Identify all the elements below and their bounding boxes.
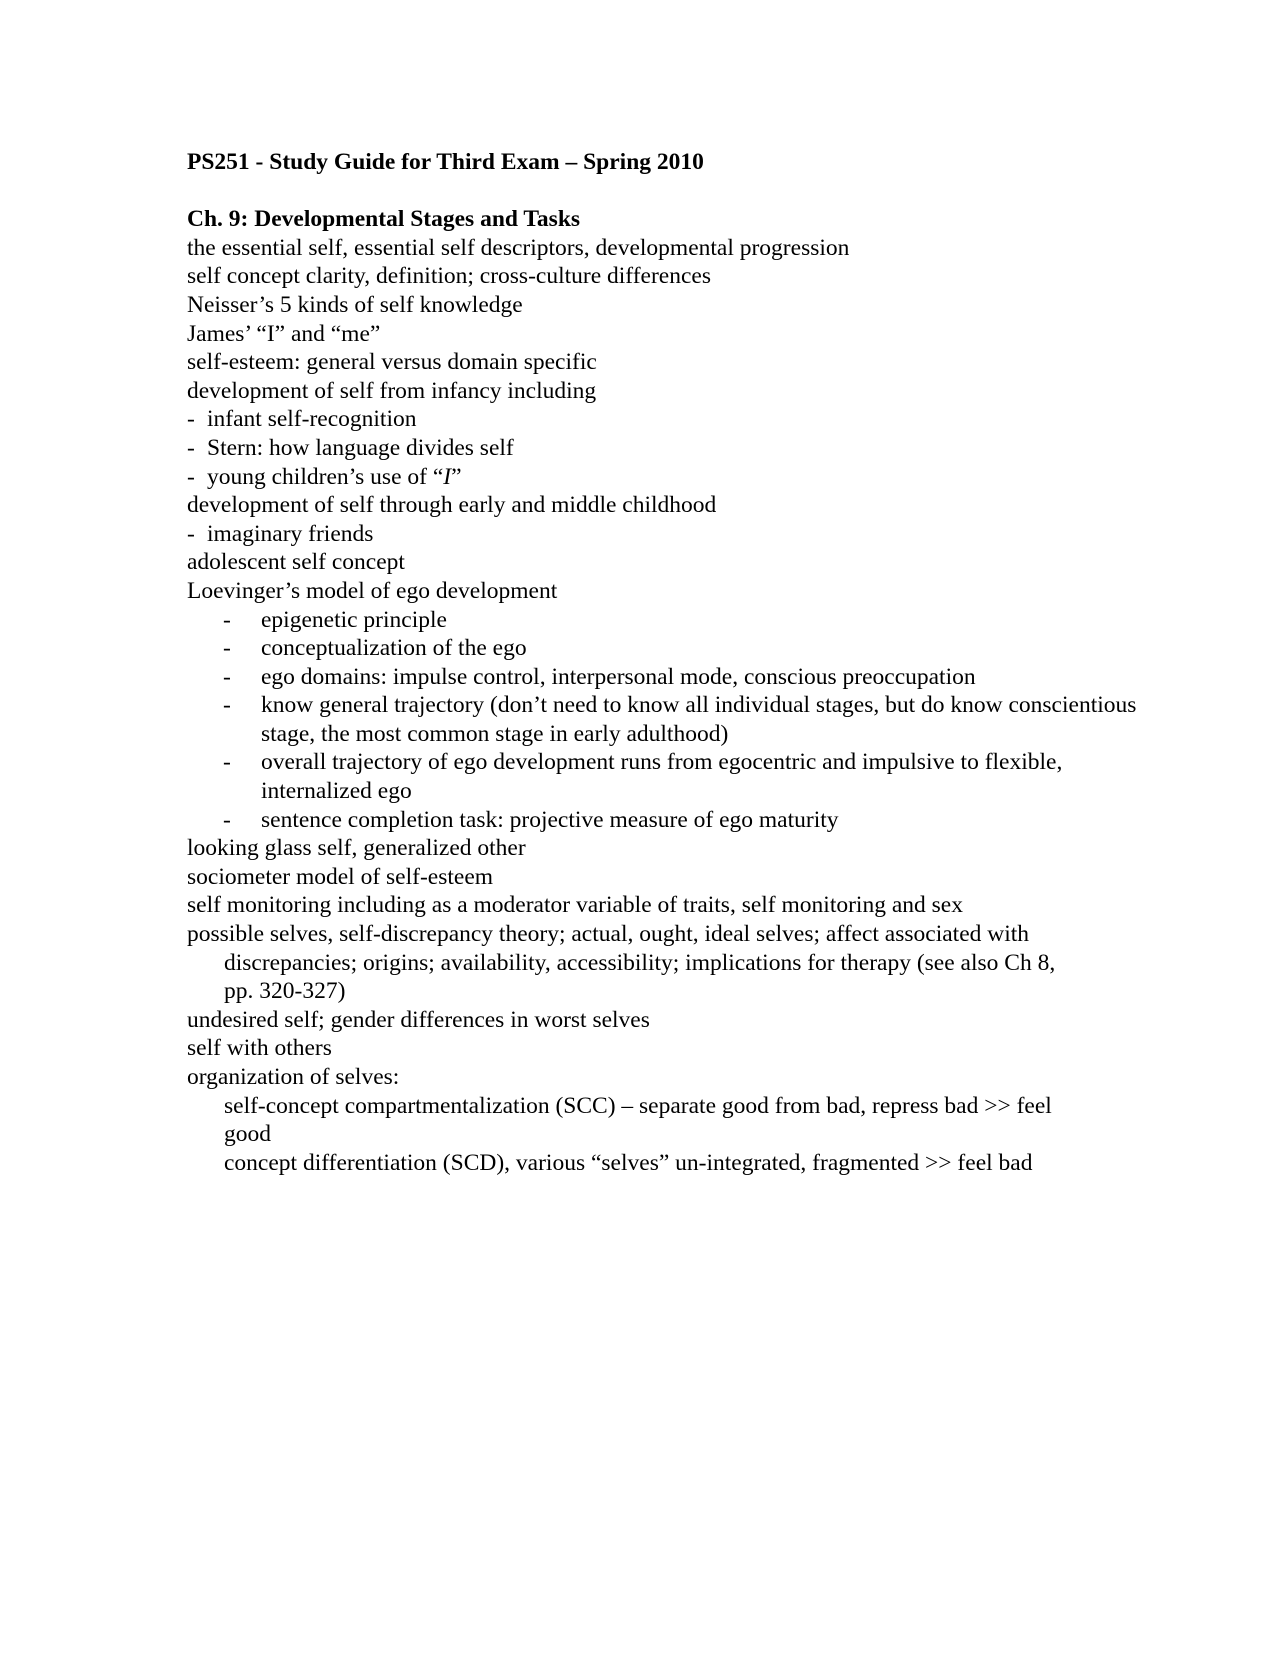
topic-self-with-others: self with others (187, 1035, 332, 1062)
organization-item: concept differentiation (SCD), various “selves” un-integrated, fragmented >> feel bad (224, 1149, 1033, 1176)
topic-sociometer: sociometer model of self-esteem (187, 863, 494, 890)
organization-item: self-concept compartmentalization (SCC) – separate good from bad, repress bad >> feel good (224, 1092, 1052, 1148)
loevinger-item: - conceptualization of the ego (223, 635, 527, 662)
spacer (187, 177, 1247, 206)
topic-loevinger: Loevinger’s model of ego development (187, 577, 558, 604)
topic-neisser: Neisser’s 5 kinds of self knowledge (187, 291, 523, 318)
topic-organization: organization of selves: (187, 1064, 400, 1090)
topic-infancy: development of self from infancy including (187, 377, 597, 404)
loevinger-item: - sentence completion task: projective measure of ego maturity (223, 806, 839, 833)
topic-essential-self: the essential self, essential self descriptors, developmental progression (187, 234, 850, 261)
infancy-item: - young children’s use of “I” (187, 463, 462, 490)
loevinger-item: - ego domains: impulse control, interpersonal mode, conscious preoccupation (223, 663, 976, 690)
infancy-item: - Stern: how language divides self (187, 434, 514, 461)
topic-adolescent: adolescent self concept (187, 549, 405, 576)
topic-looking-glass: looking glass self, generalized other (187, 835, 526, 862)
topic-possible-selves: possible selves, self-discrepancy theory; actual, ought, ideal selves; affect associated with discrepancies; origins; availability, accessibility; implications for therapy (see also Ch 8, pp. 320-327) (187, 921, 1056, 1005)
infancy-item: - infant self-recognition (187, 406, 417, 433)
chapter-heading: Ch. 9: Developmental Stages and Tasks (187, 206, 581, 233)
loevinger-item: - epigenetic principle (223, 606, 447, 633)
topic-undesired-self: undesired self; gender differences in worst selves (187, 1006, 650, 1033)
loevinger-item: - overall trajectory of ego development runs from egocentric and impulsive to flexible, internalized ego (223, 749, 1063, 805)
document-page (187, 148, 1247, 1177)
topic-self-concept-clarity: self concept clarity, definition; cross-culture differences (187, 263, 711, 290)
topic-childhood: development of self through early and middle childhood (187, 492, 717, 519)
loevinger-item: - know general trajectory (don’t need to know all individual stages, but do know conscientious stage, the most common stage in early adulthood) (223, 692, 1137, 747)
topic-james: James’ “I” and “me” (187, 320, 381, 347)
document-title: PS251 - Study Guide for Third Exam – Spring 2010 (187, 149, 704, 175)
topic-self-monitoring: self monitoring including as a moderator variable of traits, self monitoring and sex (187, 892, 963, 919)
childhood-item: - imaginary friends (187, 520, 374, 547)
topic-self-esteem: self-esteem: general versus domain specific (187, 349, 597, 376)
